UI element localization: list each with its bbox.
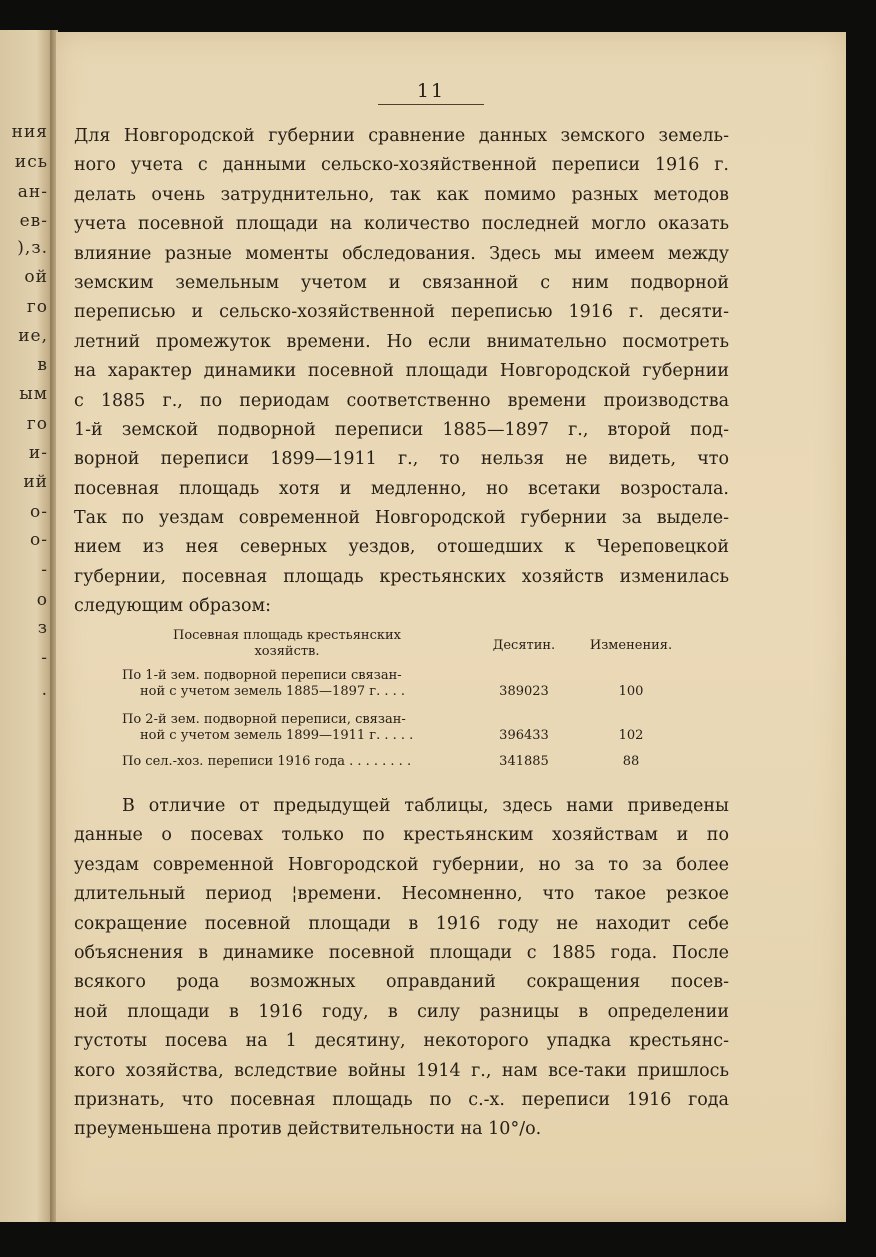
page-number: 11 [416, 80, 446, 102]
text-line: ного учета с данными сельско-хозяйственной переписи 1916 г. [74, 155, 729, 176]
left-page-text-fragment: ев- [19, 211, 48, 231]
text-line: 1-й земской подворной переписи 1885—1897 г., второй под- [74, 419, 729, 440]
text-line: объяснения в динамике посевной площади с 1885 года. После [74, 942, 729, 963]
paragraph-2 [74, 792, 729, 1145]
text-line: данные о посевах только по крестьянским хозяйствам и по [74, 825, 729, 846]
row-description [122, 712, 452, 744]
left-page-text-fragment: о [36, 590, 48, 610]
book-page [56, 32, 846, 1222]
text-line: густоты посева на 1 десятину, некоторого упадка крестьянс- [74, 1031, 729, 1052]
text-line: учета посевной площади на количество последней могло оказать [74, 214, 729, 235]
row-change-value: 100 [618, 684, 644, 699]
left-page-text-fragment: - [41, 648, 48, 668]
row-description [122, 754, 452, 770]
row-description-line: По 2-й зем. подворной переписи, связан- [122, 712, 406, 727]
row-desyatin-value: 341885 [499, 754, 549, 769]
left-page-text-fragment: и- [28, 443, 48, 463]
text-line: признать, что посевная площадь по с.-х. переписи 1916 года [74, 1089, 729, 1110]
text-line: земским земельным учетом и связанной с ним подворной [74, 272, 729, 293]
text-line: делать очень затруднительно, так как помимо разных методов [74, 184, 729, 205]
text-line: кого хозяйства, вследствие войны 1914 г., нам все-таки пришлось [74, 1060, 729, 1081]
text-line: следующим образом: [74, 596, 271, 617]
table-header-line: хозяйств. [254, 644, 320, 659]
text-line: нием из нея северных уездов, отошедших к Череповецкой [74, 537, 729, 558]
left-page-text-fragment: го [26, 297, 48, 317]
row-description [122, 668, 452, 700]
left-page-edge [0, 30, 52, 1222]
row-description-line: По 1-й зем. подворной переписи связан- [122, 668, 402, 683]
left-page-text-fragment: ись [14, 152, 48, 172]
left-page-text-fragment: го [26, 414, 48, 434]
left-page-text-fragment: ан- [17, 182, 48, 202]
text-line: с 1885 г., по периодам соответственно времени производства [74, 390, 729, 411]
left-page-text-fragment: ий [23, 472, 48, 492]
table-header-description [132, 628, 442, 660]
left-page-text-fragment: ния [11, 122, 48, 142]
page-number-rule [378, 104, 484, 105]
text-line: уездам современной Новгородской губернии, но за то за более [74, 854, 729, 875]
row-change-value: 88 [622, 754, 640, 769]
left-page-text-fragment: о- [30, 530, 48, 550]
text-line: ной площади в 1916 году, в силу разницы в определении [74, 1001, 729, 1022]
left-page-text-fragment: ой [24, 267, 48, 287]
text-line: посевная площадь хотя и медленно, но всетаки возростала. [74, 478, 729, 499]
row-description-line: ной с учетом земель 1899—1911 г. . . . . [140, 728, 414, 743]
table-header-line: Посевная площадь крестьянских [173, 628, 401, 643]
text-line: Так по уездам современной Новгородской губернии за выделе- [74, 508, 729, 529]
text-line: В отличие от предыдущей таблицы, здесь нами приведены [122, 796, 729, 816]
text-line: сокращение посевной площади в 1916 году не находит себе [74, 913, 729, 934]
left-page-text-fragment: о- [30, 502, 48, 522]
paragraph-1 [74, 122, 729, 622]
left-page-text-fragment: ),з. [17, 238, 48, 258]
text-line: летний промежуток времени. Но если внимательно посмотреть [74, 331, 729, 352]
text-line: преуменьшена против действительности на 10°/о. [74, 1119, 542, 1140]
row-description-line: ной с учетом земель 1885—1897 г. . . . [140, 684, 405, 699]
text-line: на характер динамики посевной площади Новгородской губернии [74, 361, 729, 382]
left-page-text-fragment: . [41, 680, 48, 700]
table-header-change: Изменения. [589, 638, 673, 653]
left-page-text-fragment: в [37, 355, 48, 375]
row-desyatin-value: 396433 [499, 728, 549, 743]
text-line: всякого рода возможных оправданий сокращения посев- [74, 972, 729, 993]
left-page-text-fragment: з [37, 618, 48, 638]
row-desyatin-value: 389023 [499, 684, 549, 699]
text-line: переписью и сельско-хозяйственной переписью 1916 г. десяти- [74, 302, 729, 323]
left-page-text-fragment: ие, [18, 326, 48, 346]
text-line: длительный период ¦времени. Несомненно, что такое резкое [74, 884, 729, 905]
row-change-value: 102 [618, 728, 644, 743]
row-description-line: По сел.-хоз. переписи 1916 года . . . . . . . . [122, 754, 412, 769]
text-line: Для Новгородской губернии сравнение данных земского земель- [74, 126, 729, 146]
text-line: ворной переписи 1899—1911 г., то нельзя не видеть, что [74, 449, 729, 470]
text-line: губернии, посевная площадь крестьянских хозяйств изменилась [74, 566, 729, 587]
left-page-text-fragment: - [41, 560, 48, 580]
left-page-text-fragment: ым [19, 384, 48, 404]
text-line: влияние разные моменты обследования. Здесь мы имеем между [74, 243, 729, 264]
table-header-desyatin: Десятин. [492, 638, 556, 653]
